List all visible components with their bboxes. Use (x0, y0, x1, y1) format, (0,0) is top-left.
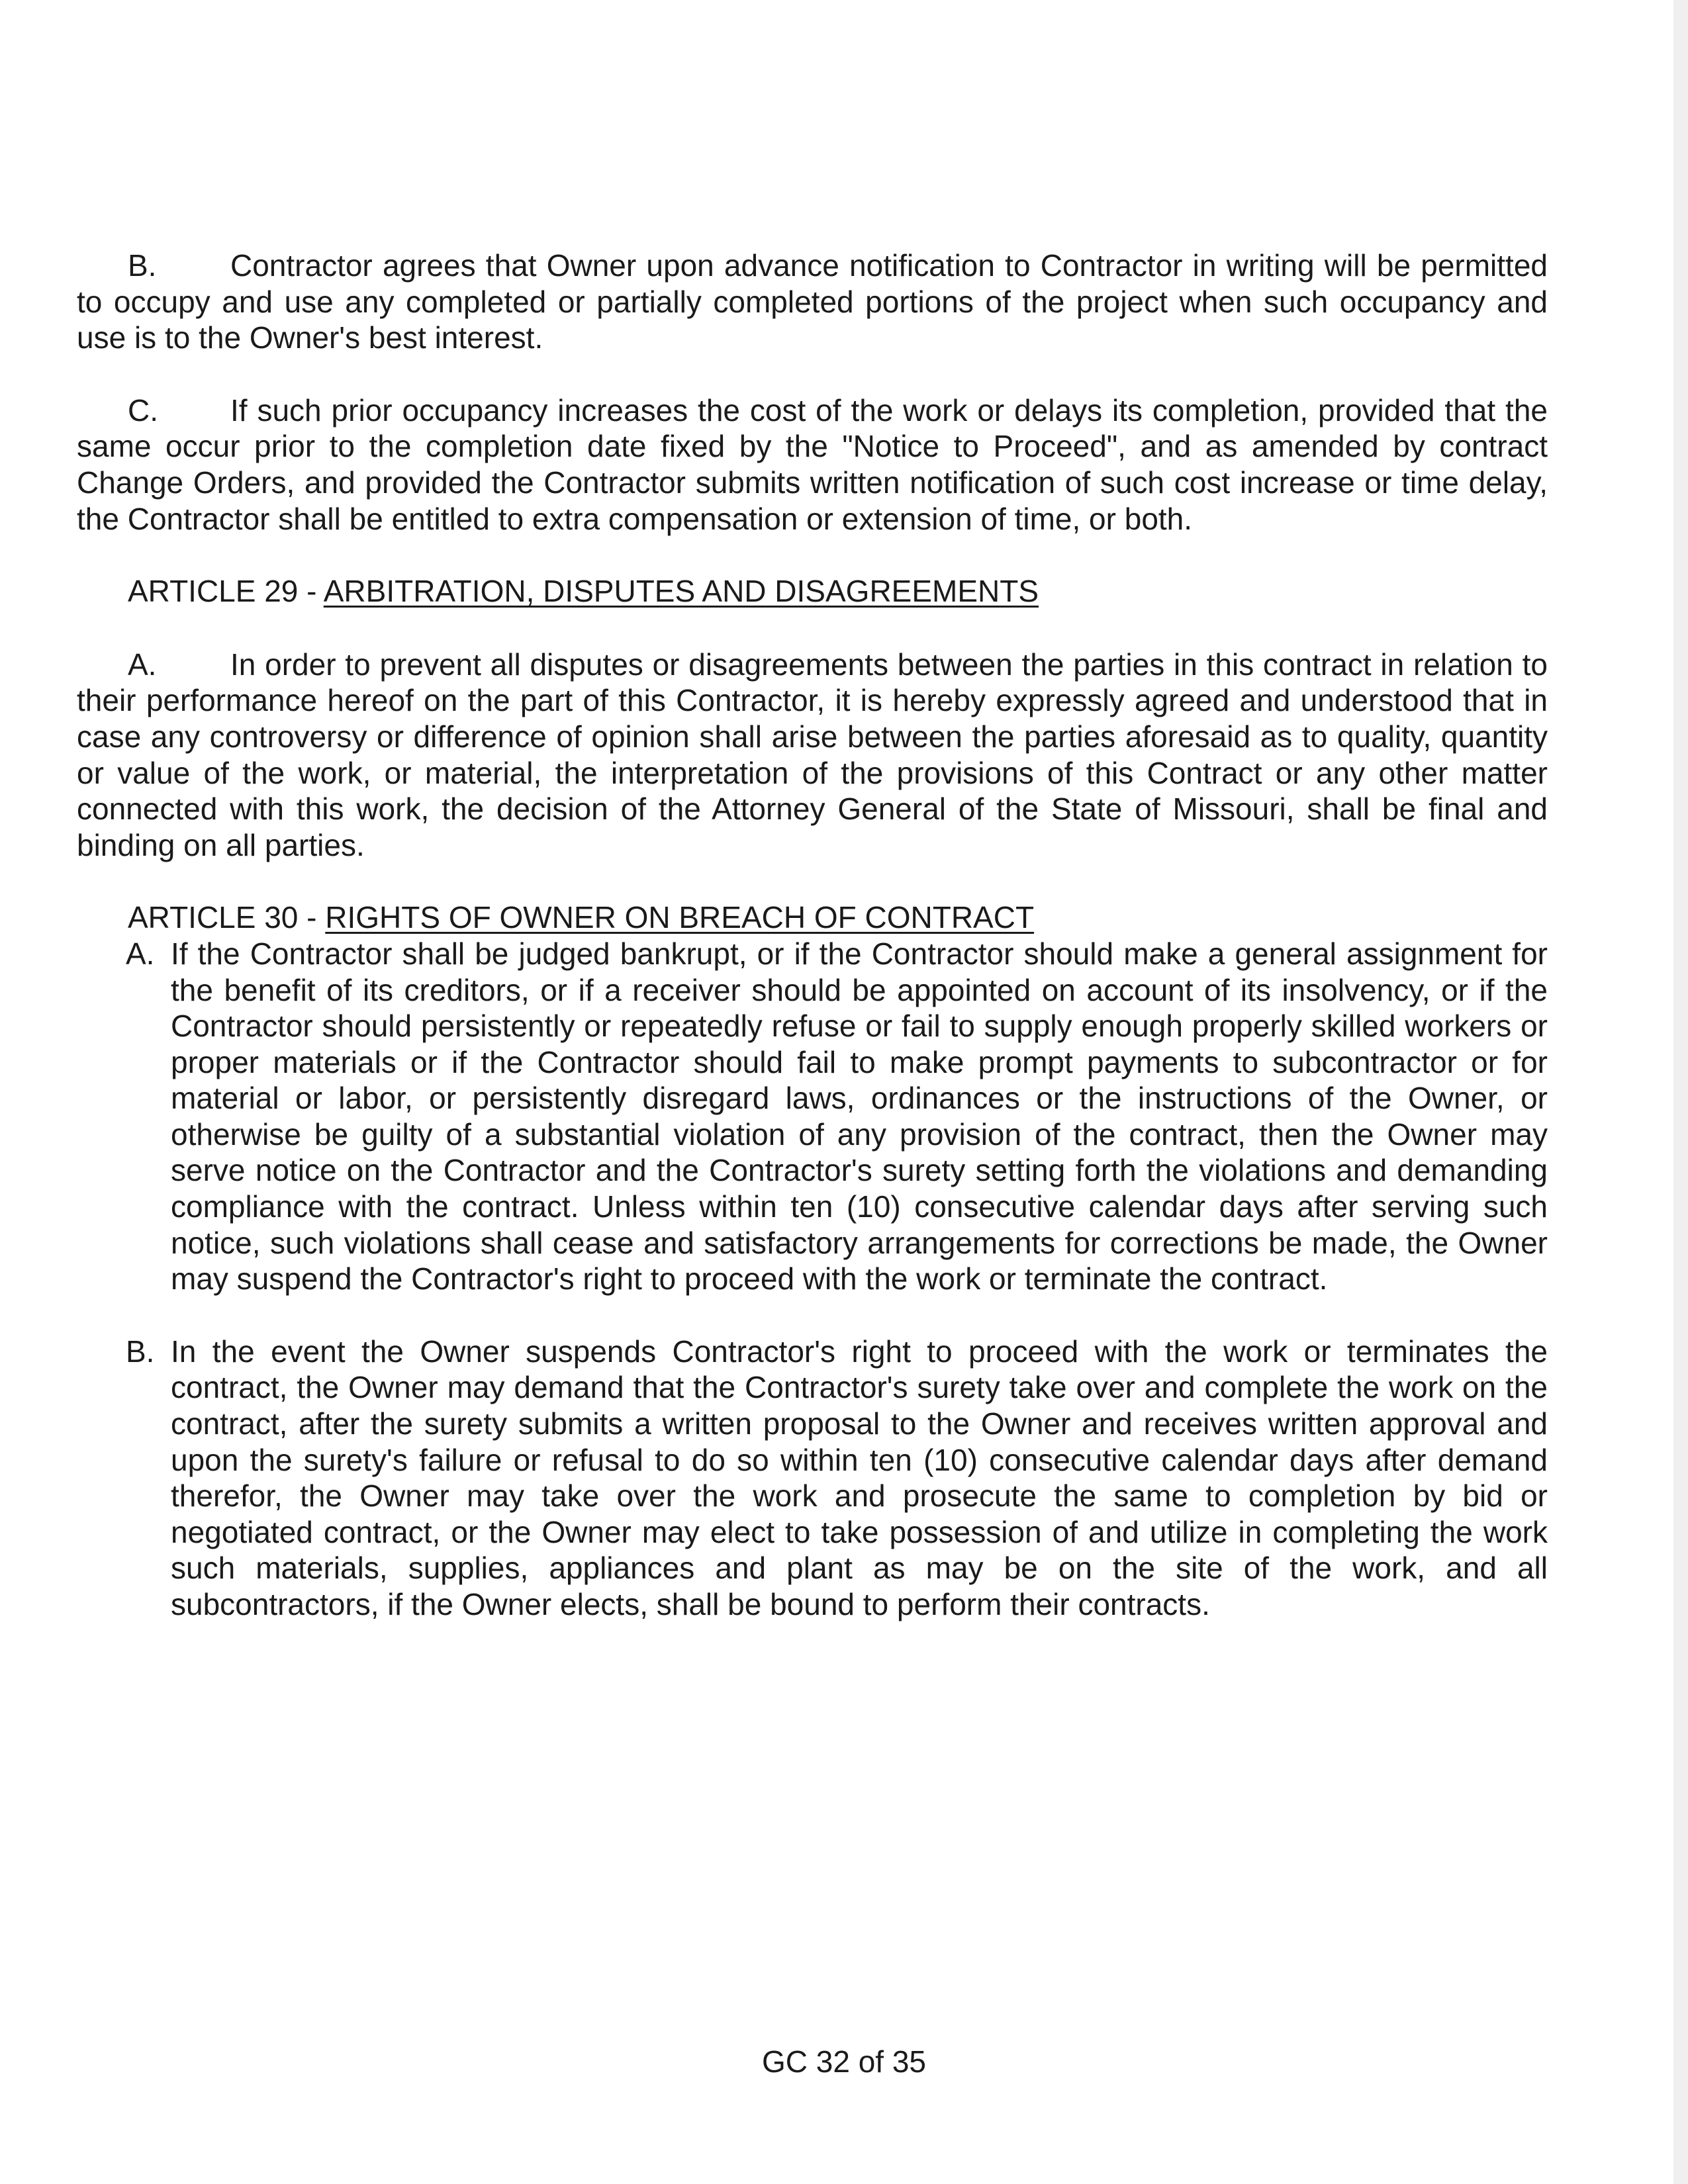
paragraph-marker: A. (126, 936, 155, 971)
document-page (77, 248, 1548, 1659)
article-30-heading (128, 899, 1548, 936)
paragraph-text: If the Contractor shall be judged bankrupt, or if the Contractor should make a general assignment for the benefit of its creditors, or if a receiver should be appointed on account of its insolvency, or if the Contractor should persistently or repeatedly refuse or fail to supply enough properly skilled workers or proper materials or if the Contractor should fail to make prompt payments to subcontractor or for material or labor, or persistently disregard laws, ordinances or the instructions of the Owner, or otherwise be guilty of a substantial violation of any provision of the contract, then the Owner may serve notice on the Contractor and the Contractor's surety setting forth the violations and demanding compliance with the contract. Unless within ten (10) consecutive calendar days after serving such notice, such violations shall cease and satisfactory arrangements for corrections be made, the Owner may suspend the Contractor's right to proceed with the work or terminate the contract. (171, 936, 1548, 1297)
paragraph-b-occupancy (77, 248, 1548, 356)
paragraph-marker: A. (128, 647, 157, 682)
paragraph-text: If such prior occupancy increases the cost of the work or delays its completion, provided that the same occur prior to the completion date fixed by the "Notice to Proceed", and as amended by contract Change Orders, and provided the Contractor submits written notification of such cost increase or time delay, the Contractor shall be entitled to extra compensation or extension of time, or both. (77, 392, 1548, 536)
paragraph-text: In order to prevent all disputes or disagreements between the parties in this contract in relation to their performance hereof on the part of this Contractor, it is hereby expressly agreed and understood that in case any controversy or difference of opinion shall arise between the parties aforesaid as to quality, quantity or value of the work, or material, the interpretation of the provisions of this Contract or any other matter connected with this work, the decision of the Attorney General of the State of Missouri, shall be final and binding on all parties. (77, 647, 1548, 862)
page-number-footer: GC 32 of 35 (761, 2044, 927, 2079)
paragraph-marker: B. (126, 1334, 155, 1369)
article-30-paragraph-a (77, 936, 1548, 1297)
paragraph-text: In the event the Owner suspends Contractor's right to proceed with the work or terminates the contract, the Owner may demand that the Contractor's surety take over and complete the work on the contract, after the surety submits a written proposal to the Owner and receives written approval and upon the surety's failure or refusal to do so within ten (10) consecutive calendar days after demand therefor, the Owner may take over the work and prosecute the same to completion by bid or negotiated contract, or the Owner may elect to take possession of and utilize in completing the work such materials, supplies, appliances and plant as may be on the site of the work, and all subcontractors, if the Owner elects, shall be bound to perform their contracts. (171, 1334, 1548, 1621)
article-prefix: ARTICLE 30 - (128, 900, 326, 935)
paragraph-c-prior-occupancy (77, 392, 1548, 537)
article-prefix: ARTICLE 29 - (128, 574, 324, 609)
article-title: RIGHTS OF OWNER ON BREACH OF CONTRACT (325, 900, 1035, 935)
article-29-heading (128, 573, 1548, 610)
article-29-paragraph-a (77, 647, 1548, 864)
paragraph-text: Contractor agrees that Owner upon advance notification to Contractor in writing will be permitted to occupy and use any completed or partially completed portions of the project when such occupancy and use is to the Owner's best interest. (77, 248, 1548, 355)
scan-edge-shadow (1673, 0, 1688, 2184)
paragraph-marker: C. (128, 392, 158, 428)
article-title: ARBITRATION, DISPUTES AND DISAGREEMENTS (323, 574, 1039, 609)
paragraph-marker: B. (128, 248, 157, 283)
article-30-paragraph-b (77, 1334, 1548, 1623)
